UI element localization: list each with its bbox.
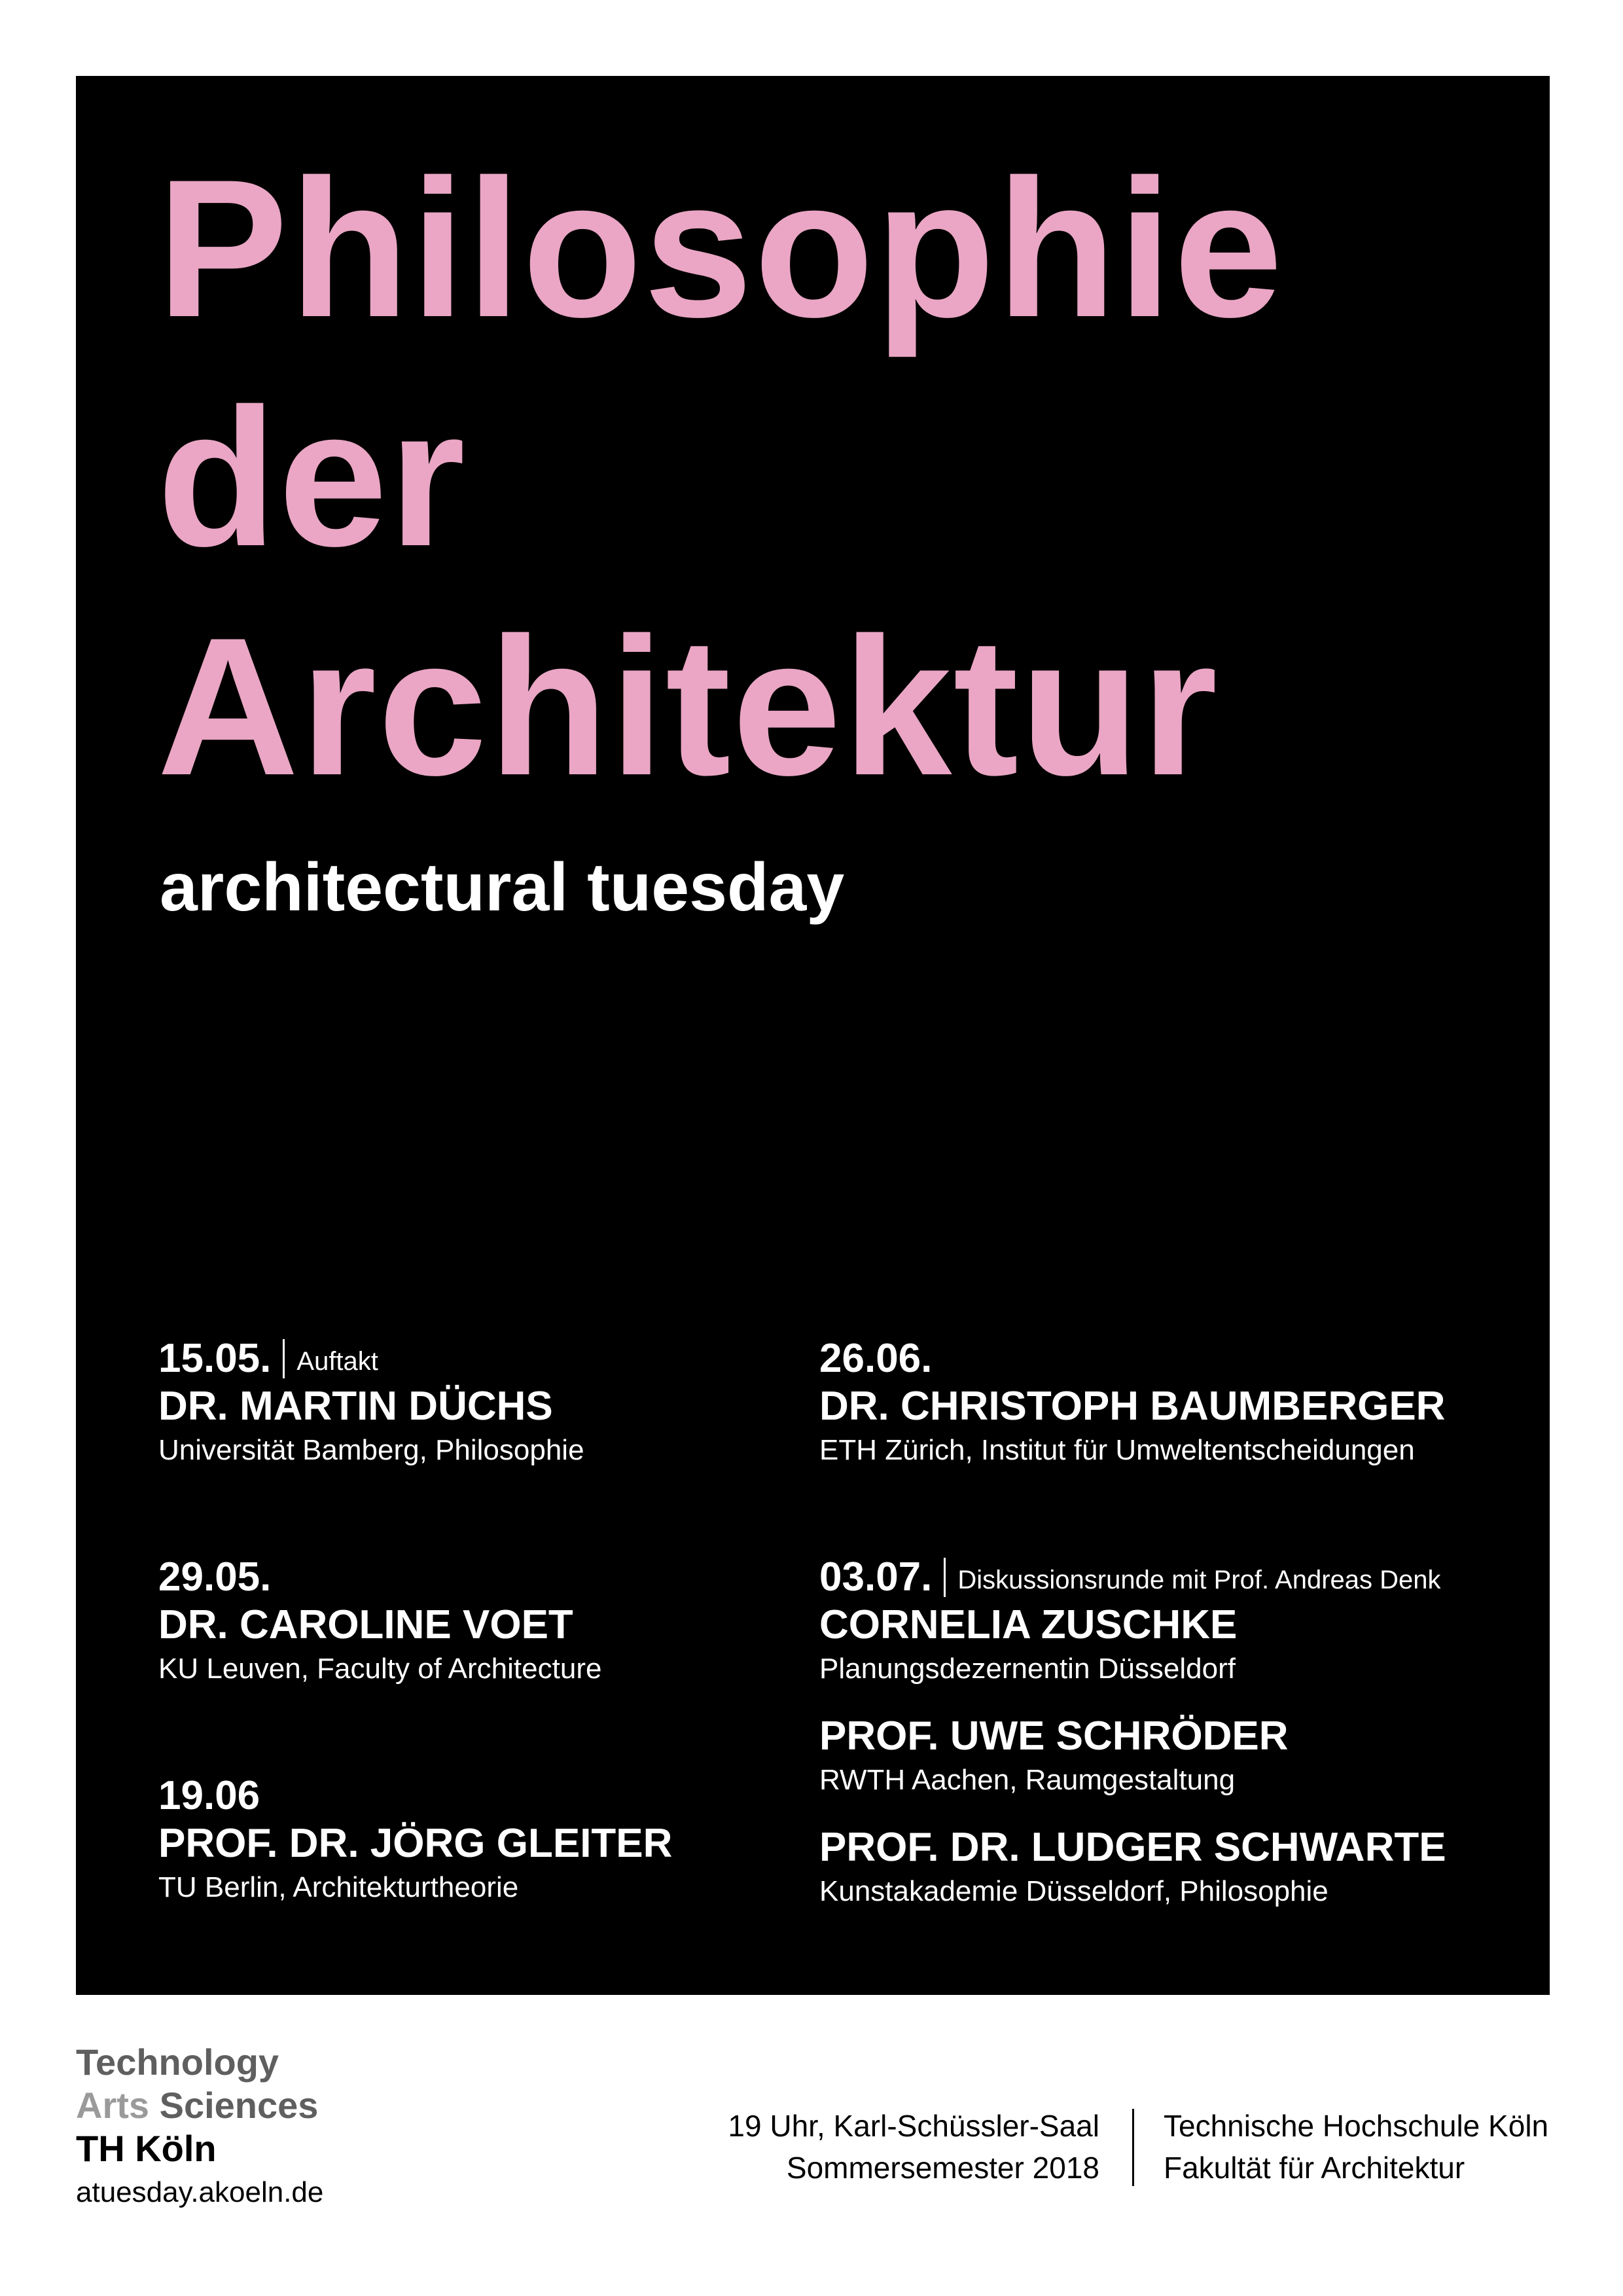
speaker-institution: KU Leuven, Faculty of Architecture <box>158 1653 602 1685</box>
event-date: 29.05. <box>158 1554 272 1600</box>
event-note: Auftakt <box>296 1347 378 1376</box>
event-03-07 <box>819 1554 1446 1911</box>
speaker-institution: ETH Zürich, Institut für Umweltentscheidungen <box>819 1434 1415 1466</box>
date-separator <box>283 1339 285 1378</box>
poster-subtitle: architectural tuesday <box>160 850 845 925</box>
event-date: 26.06. <box>819 1336 933 1381</box>
event-date: 15.05. <box>158 1336 272 1381</box>
speaker-block <box>819 1823 1446 1911</box>
speaker-name: PROF. DR. JÖRG GLEITER <box>158 1821 673 1866</box>
speaker-name: DR. CAROLINE VOET <box>158 1602 573 1647</box>
venue-time-location: 19 Uhr, Karl-Schüssler-Saal <box>728 2109 1099 2143</box>
logo-line-th-koeln: TH Köln <box>76 2128 217 2169</box>
school-name: Technische Hochschule Köln <box>1164 2109 1549 2143</box>
venue-info <box>728 2105 1099 2189</box>
speaker-block <box>819 1712 1446 1800</box>
footer-separator <box>1132 2109 1134 2186</box>
website-link[interactable]: atuesday.akoeln.de <box>76 2176 324 2208</box>
speaker-name: DR. MARTIN DÜCHS <box>158 1384 553 1429</box>
event-15-05 <box>158 1335 584 1470</box>
event-29-05 <box>158 1554 601 1689</box>
title-line-3: Architektur <box>157 596 1219 816</box>
poster-title <box>157 134 1284 821</box>
event-19-06 <box>158 1772 672 1907</box>
event-date: 03.07. <box>819 1554 933 1600</box>
faculty-name: Fakultät für Architektur <box>1164 2151 1465 2185</box>
speaker-block <box>819 1601 1446 1689</box>
logo-sciences: Sciences <box>159 2085 319 2126</box>
title-line-1: Philosophie <box>157 138 1285 358</box>
date-separator <box>944 1558 946 1597</box>
logo-arts: Arts <box>76 2085 150 2126</box>
speaker-name: PROF. DR. LUDGER SCHWARTE <box>819 1825 1446 1870</box>
th-koeln-logo <box>76 2041 318 2170</box>
venue-semester: Sommersemester 2018 <box>786 2151 1099 2185</box>
event-note: Diskussionsrunde mit Prof. Andreas Denk <box>957 1566 1441 1594</box>
event-date: 19.06 <box>158 1773 260 1818</box>
title-line-2: der <box>157 367 467 587</box>
speaker-institution: TU Berlin, Architekturtheorie <box>158 1871 519 1903</box>
logo-line-technology: Technology <box>76 2041 279 2083</box>
event-26-06 <box>819 1335 1445 1470</box>
logo-line-arts-sciences <box>76 2084 318 2127</box>
speaker-institution: Universität Bamberg, Philosophie <box>158 1434 584 1466</box>
speaker-institution: Kunstakademie Düsseldorf, Philosophie <box>819 1875 1329 1907</box>
speaker-name: CORNELIA ZUSCHKE <box>819 1602 1238 1647</box>
school-info <box>1164 2105 1548 2189</box>
speaker-institution: RWTH Aachen, Raumgestaltung <box>819 1764 1236 1796</box>
speaker-name: DR. CHRISTOPH BAUMBERGER <box>819 1384 1446 1429</box>
speaker-name: PROF. UWE SCHRÖDER <box>819 1713 1289 1759</box>
poster-panel <box>76 76 1550 1995</box>
speaker-institution: Planungsdezernentin Düsseldorf <box>819 1653 1236 1685</box>
